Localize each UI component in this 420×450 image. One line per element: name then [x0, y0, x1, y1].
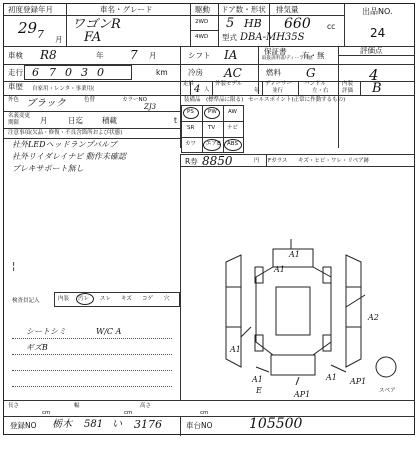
ac-value: AC — [224, 66, 242, 80]
equipment-label: 装備品 — [184, 97, 201, 103]
loading-unit: t — [174, 116, 177, 125]
vehicle-grade: FA — [84, 30, 102, 45]
car-diagram — [181, 167, 415, 400]
shift-value: IA — [224, 48, 238, 62]
divider — [181, 137, 244, 138]
inspection-option: 内装 — [58, 296, 70, 302]
fuel-value: G — [306, 66, 316, 80]
width-unit: cm — [124, 410, 133, 416]
registration-area: 栃木 — [52, 419, 72, 430]
capacity-label: 定員 — [183, 81, 195, 87]
handle-value: 左・右 — [312, 88, 329, 94]
damage-mark: A1 — [326, 373, 337, 382]
divider — [4, 138, 180, 139]
lot-number-label: 出品NO. — [362, 7, 393, 16]
interior-score: B — [372, 81, 382, 96]
history-label: 車歴 — [8, 82, 23, 91]
divider — [4, 15, 190, 16]
divider — [4, 400, 415, 401]
note-mark: ¦ — [12, 261, 16, 272]
divider — [212, 81, 213, 95]
length-unit: cm — [42, 410, 51, 416]
loading-label: 積載 — [102, 116, 117, 125]
capacity-unit: 人 — [204, 87, 210, 93]
inspection-note: ギズB — [26, 343, 48, 352]
displacement-unit: cc — [327, 22, 336, 31]
glass-label: Fガラス — [268, 158, 288, 164]
first-registration-month: 7 — [37, 28, 44, 41]
inspection-option: スレ — [100, 296, 112, 302]
inspection-note: シートシミ — [26, 327, 66, 336]
damage-header: キズ・ヒビ・ワレ・リペア跡 — [298, 158, 370, 164]
equipment-sub: (標準品に限る) — [206, 97, 244, 103]
divider — [4, 111, 180, 112]
history-sub: 自家用・レンタ・事業用( — [32, 86, 95, 92]
divider — [181, 121, 244, 122]
year-unit: 年 — [96, 51, 104, 60]
doors-label: ドア数・形状 — [221, 5, 266, 14]
first-registration-year: 29 — [18, 19, 38, 37]
mileage-digit: 7 — [49, 66, 56, 79]
equipment-item: SR — [187, 125, 195, 131]
inspection-option: 穴 — [164, 296, 170, 302]
damage-mark: A1 — [289, 250, 300, 259]
divider — [190, 15, 344, 16]
facelift-label: 外装モデル — [215, 81, 243, 87]
vehicle-name: ワゴンR — [72, 17, 121, 32]
divider — [180, 416, 181, 436]
mileage-digit: 3 — [81, 66, 88, 79]
model-label: 型式 — [222, 33, 237, 42]
ac-label: 冷房 — [188, 68, 203, 77]
interior-sub: 評価 — [342, 88, 354, 94]
damage-mark: E — [256, 386, 262, 395]
mileage-digit: 0 — [97, 66, 104, 79]
color-number: ZJ3 — [144, 103, 157, 111]
capacity-value: 4 — [194, 84, 201, 95]
equipment-item: PW — [208, 109, 217, 115]
recycle-unit: 円 — [254, 158, 260, 164]
drive-2wd: 2WD — [195, 19, 209, 25]
divider — [4, 416, 415, 417]
registration-number: 3176 — [134, 418, 162, 431]
name-change-label: 名義変更 — [8, 113, 31, 119]
equipment-item: PS — [187, 109, 194, 115]
month-unit: 月 — [149, 51, 157, 60]
damage-mark: A1 — [230, 345, 241, 354]
fuel-label: 燃料 — [266, 68, 281, 77]
interior-label: 内装 — [342, 81, 354, 87]
mileage-box — [24, 65, 132, 80]
vehicle-name-label: 車名・グレード — [100, 5, 153, 14]
inspection-option: コゲ — [142, 296, 154, 302]
divider — [4, 95, 415, 96]
dotted-line — [12, 370, 172, 371]
divider — [344, 4, 345, 46]
damage-mark: A2 — [368, 313, 379, 322]
damage-mark: AP1 — [350, 377, 367, 386]
width-label: 幅 — [74, 403, 80, 409]
divider — [360, 81, 361, 95]
divider — [4, 128, 180, 129]
chassis-number: 105500 — [249, 416, 303, 432]
inspection-circle — [76, 293, 94, 305]
sales-points-label: セールスポイント(正常に作動するもの) — [248, 97, 346, 103]
color-label: 外色 — [8, 97, 20, 103]
color-change-label: 色替 — [84, 97, 96, 103]
divider — [262, 81, 263, 95]
damage-mark: A1 — [252, 375, 263, 384]
inspection-note: W/C A — [96, 327, 122, 336]
mileage-unit: km — [156, 68, 168, 77]
dotted-line — [12, 386, 172, 387]
chassis-label: 車台NO — [186, 421, 213, 430]
name-change-day: 日迄 — [68, 116, 83, 125]
name-change-month: 月 — [40, 116, 48, 125]
note-line: ブレキサポート無し — [12, 164, 84, 173]
shape-value: HB — [244, 17, 262, 30]
registration-kana: い — [112, 419, 122, 430]
divider — [218, 4, 219, 46]
damage-mark: A1 — [274, 265, 285, 274]
drive-4wd: 4WD — [195, 34, 209, 40]
inspection-label: 車検 — [8, 51, 23, 60]
first-registration-label: 初度登録年月 — [8, 5, 53, 14]
warranty-label: 保証書 — [264, 47, 287, 56]
divider — [190, 30, 218, 31]
damage-mark: AP1 — [294, 390, 311, 399]
recycle-value: 8850 — [202, 154, 233, 168]
month-unit: 月 — [55, 35, 63, 44]
inspection-option: 汚レ — [78, 296, 90, 302]
note-line: 社外リイダレイナビ 動作未確認 — [12, 152, 126, 161]
score-label: 評価点 — [360, 46, 383, 55]
registration-class: 581 — [84, 419, 104, 430]
inspector-label: 検査員記入 — [12, 298, 40, 304]
divider — [190, 4, 191, 46]
divider — [258, 46, 259, 94]
equipment-item: AW — [228, 109, 237, 115]
warranty-sub: 取扱説明書/ディーラー歴 — [262, 56, 313, 61]
displacement-value: 660 — [284, 16, 311, 32]
divider — [298, 81, 299, 95]
registration-label: 登録NO — [10, 421, 37, 430]
lot-number: 24 — [370, 26, 386, 40]
dealer-sub: 並行 — [272, 88, 284, 94]
equipment-item: TV — [208, 125, 216, 131]
recycle-label: R券 — [185, 157, 198, 166]
height-label: 高さ — [140, 403, 152, 409]
name-change-sub: 期限 — [8, 120, 20, 126]
divider — [338, 55, 415, 56]
warranty-value: 有・無 — [302, 51, 325, 60]
color-value: ブラック — [26, 98, 66, 109]
equipment-item: カワ — [185, 141, 197, 147]
mileage-label: 走行 — [8, 68, 23, 77]
inspection-era: R8 — [40, 48, 57, 62]
auction-sheet — [3, 3, 415, 435]
inspection-month: 7 — [130, 48, 138, 62]
color-number-label: カラーNO — [122, 97, 147, 103]
displacement-label: 排気量 — [276, 5, 299, 14]
divider — [66, 4, 67, 46]
note-line: 社外LEDヘッドランプバルブ — [12, 140, 117, 149]
equipment-item: エアB — [206, 141, 221, 147]
mileage-digit: 0 — [65, 66, 72, 79]
dotted-line — [12, 338, 172, 339]
length-label: 長さ — [8, 403, 20, 409]
score-value: 4 — [369, 66, 379, 84]
dotted-line — [12, 354, 172, 355]
equipment-item: ナビ — [227, 125, 239, 131]
inspection-options — [54, 292, 180, 307]
doors-value: 5 — [226, 16, 235, 31]
handle-label: ハンドル — [304, 81, 327, 87]
height-unit: cm — [200, 410, 209, 416]
equipment-item: ABS — [227, 141, 238, 147]
dealer-label: ディーラー — [265, 81, 293, 87]
spare-label: スペア — [379, 388, 396, 394]
divider — [4, 46, 415, 47]
mileage-digit: 6 — [32, 66, 39, 79]
notes-label: 注意事項(欠品・修復・不良含箇所および状態) — [8, 130, 123, 136]
drive-label: 駆動 — [195, 5, 210, 14]
facelift-sub: 年 — [254, 88, 260, 94]
shift-label: シフト — [188, 51, 211, 60]
model-value: DBA-MH35S — [240, 32, 305, 43]
inspection-option: キズ — [121, 296, 132, 302]
divider — [266, 154, 267, 166]
